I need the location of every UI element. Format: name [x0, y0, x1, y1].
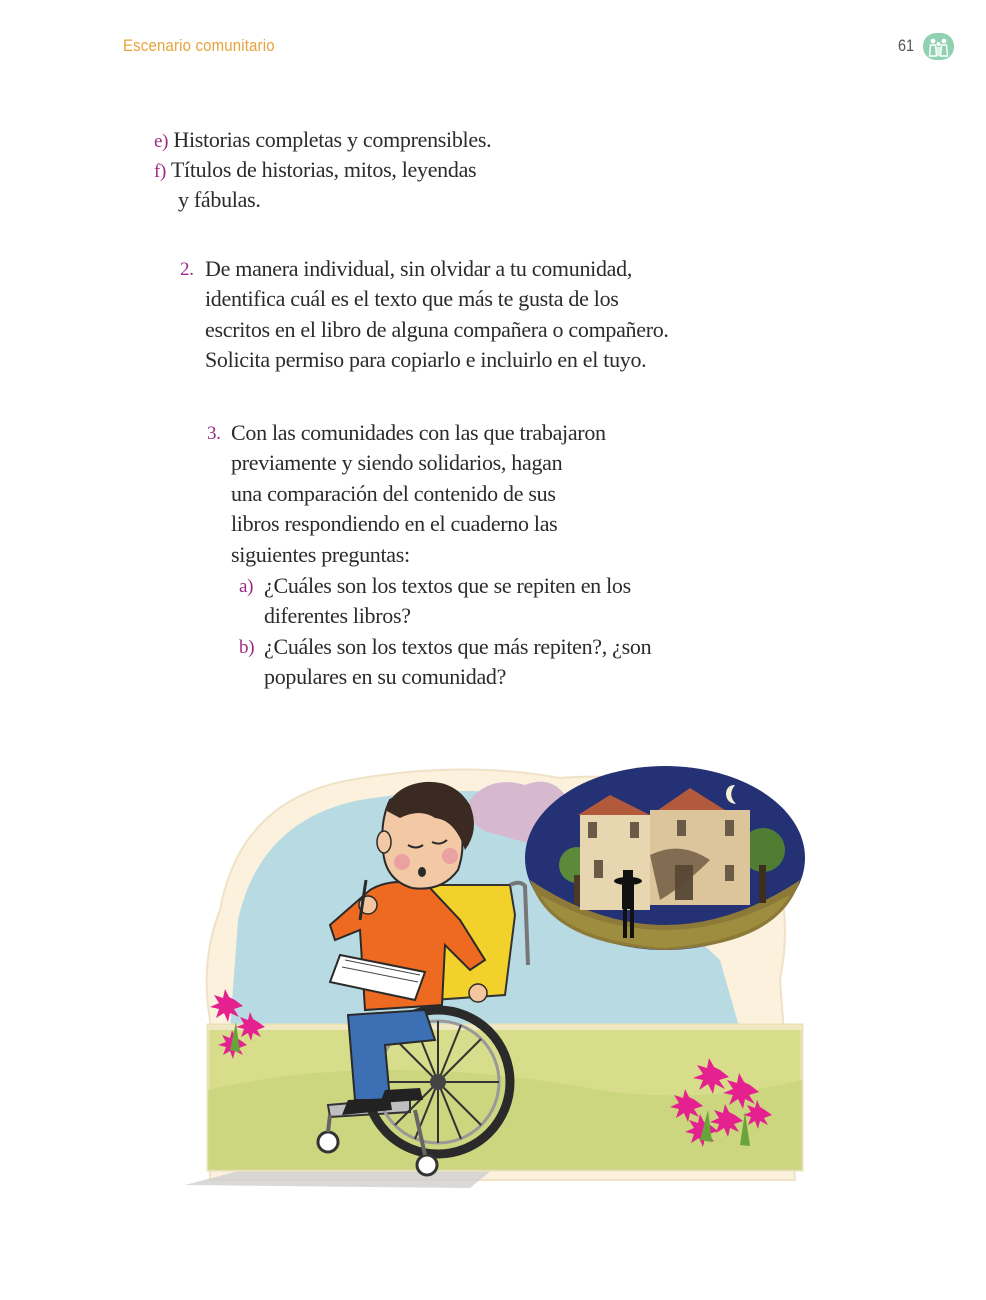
- list-marker: f): [154, 161, 167, 182]
- subitem-marker-a: a): [239, 576, 254, 597]
- list-item-text: Historias completas y comprensibles.: [173, 127, 492, 152]
- subitem-b-line: ¿Cuáles son los textos que más repiten?, ¿son: [264, 634, 652, 659]
- subitem-a-line: diferentes libros?: [264, 603, 411, 628]
- item2-line: De manera individual, sin olvidar a tu comunidad,: [205, 256, 633, 281]
- subitem-b-line: populares en su comunidad?: [264, 664, 507, 689]
- subitem-marker-b: b): [239, 637, 255, 658]
- item2-line: Solicita permiso para copiarlo e incluirlo en el tuyo.: [205, 347, 647, 372]
- item2-line: escritos en el libro de alguna compañera o compañero.: [205, 317, 669, 342]
- item3-line: libros respondiendo en el cuaderno las: [231, 511, 558, 536]
- community-people-icon: [922, 32, 955, 61]
- item3-line: una comparación del contenido de sus: [231, 481, 556, 506]
- boy-in-wheelchair-dreaming-illustration: [180, 760, 810, 1195]
- list-item-text: Títulos de historias, mitos, leyendas: [170, 157, 477, 182]
- item3-line: siguientes preguntas:: [231, 542, 410, 567]
- item3-line: Con las comunidades con las que trabajaron: [231, 420, 606, 445]
- list-item-f: [154, 155, 476, 187]
- list-marker: e): [154, 131, 169, 152]
- list-item-f-continued: y fábulas.: [178, 187, 261, 212]
- subitem-a-line: ¿Cuáles son los textos que se repiten en los: [264, 573, 631, 598]
- list-item-e: [154, 125, 491, 157]
- running-header: Escenario comunitario: [123, 36, 275, 55]
- item-number-2: 2.: [180, 259, 194, 280]
- item-number-3: 3.: [207, 423, 221, 444]
- page-number: 61: [898, 36, 915, 55]
- item3-line: previamente y siendo solidarios, hagan: [231, 450, 563, 475]
- item2-line: identifica cuál es el texto que más te gusta de los: [205, 286, 619, 311]
